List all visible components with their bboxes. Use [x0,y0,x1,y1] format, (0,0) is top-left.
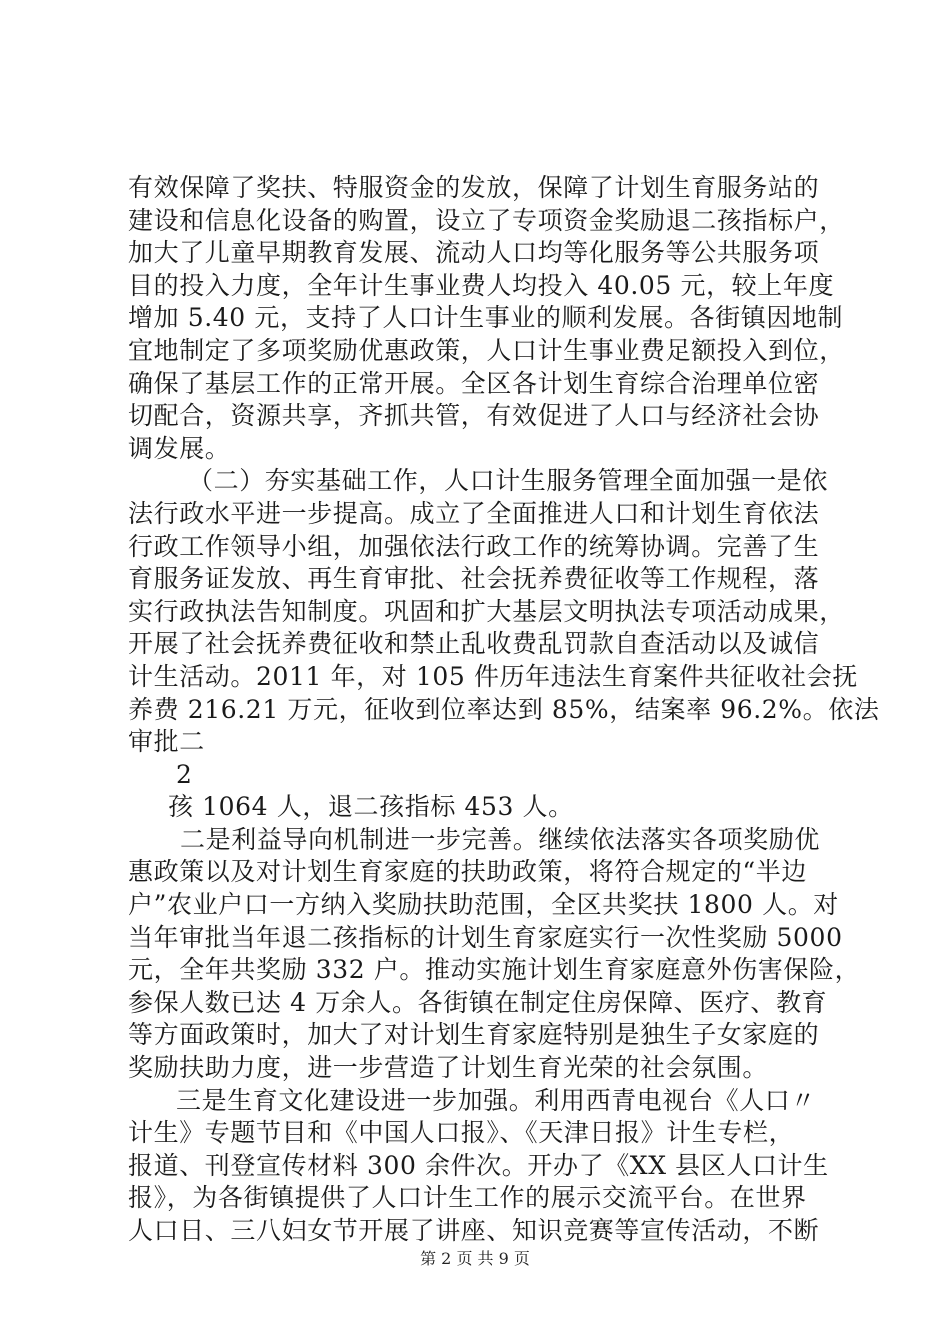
text-line: 报道、刊登宣传材料 300 余件次。开办了《XX 县区人口计生 [128,1150,829,1180]
text-line: 当年审批当年退二孩指标的计划生育家庭实行一次性奖励 5000 [128,922,843,952]
text-line: 育服务证发放、再生育审批、社会抚养费征收等工作规程，落 [128,564,820,594]
text-line: 法行政水平进一步提高。成立了全面推进人口和计划生育依法 [128,498,820,528]
text-line: 开展了社会抚养费征收和禁止乱收费乱罚款自查活动以及诚信 [128,629,820,659]
text-line: 调发展。 [128,433,231,463]
text-line: 增加 5.40 元，支持了人口计生事业的顺利发展。各街镇因地制 [128,303,844,333]
text-line: 审批二 [128,727,205,757]
text-line: 户”农业户口一方纳入奖励扶助范围，全区共奖扶 1800 人。对 [128,890,839,920]
paragraph-first-line: 二是利益导向机制进一步完善。继续依法落实各项奖励优 [180,824,821,854]
text-line: 实行政执法告知制度。巩固和扩大基层文明执法专项活动成果， [128,596,845,626]
text-line: 奖励扶助力度，进一步营造了计划生育光荣的社会氛围。 [128,1053,769,1083]
paragraph-first-line: 三是生育文化建设进一步加强。利用西青电视台《人口〃 [176,1085,817,1115]
inline-page-number: 2 [176,759,193,789]
text-line: 目的投入力度，全年计生事业费人均投入 40.05 元，较上年度 [128,270,835,300]
text-line: 孩 1064 人，退二孩指标 453 人。 [168,792,574,822]
text-line: 行政工作领导小组，加强依法行政工作的统筹协调。完善了生 [128,531,820,561]
text-line: 宜地制定了多项奖励优惠政策，人口计生事业费足额投入到位， [128,335,845,365]
text-line: 确保了基层工作的正常开展。全区各计划生育综合治理单位密 [128,368,820,398]
text-line: 报》，为各街镇提供了人口计生工作的展示交流平台。在世界 [128,1183,807,1213]
text-line: 有效保障了奖扶、特服资金的发放，保障了计划生育服务站的 [128,173,820,202]
page-footer [0,1246,950,1269]
text-line: 建设和信息化设备的购置，设立了专项资金奖励退二孩指标户， [128,205,845,235]
text-line: 养费 216.21 万元，征收到位率达到 85%，结案率 96.2%。依法 [128,694,880,724]
text-line: 元，全年共奖励 332 户。推动实施计划生育家庭意外伤害保险， [128,955,861,985]
page-number-label: 第 2 页 共 9 页 [420,1249,530,1268]
text-line: 参保人数已达 4 万余人。各街镇在制定住房保障、医疗、教育 [128,987,828,1017]
text-line: 惠政策以及对计划生育家庭的扶助政策，将符合规定的“半边 [128,857,807,887]
text-line: 人口日、三八妇女节开展了讲座、知识竞赛等宣传活动，不断 [128,1216,820,1245]
document-body [128,172,880,1248]
text-line: 加大了儿童早期教育发展、流动人口均等化服务等公共服务项 [128,238,820,268]
section-heading-line: （二）夯实基础工作，人口计生服务管理全面加强一是依 [188,466,829,496]
text-line: 切配合，资源共享，齐抓共管，有效促进了人口与经济社会协 [128,401,820,431]
text-line: 计生》专题节目和《中国人口报》、《天津日报》计生专栏， [128,1118,795,1148]
text-line: 等方面政策时，加大了对计划生育家庭特别是独生子女家庭的 [128,1020,820,1050]
text-line: 计生活动。2011 年，对 105 件历年违法生育案件共征收社会抚 [128,661,858,691]
